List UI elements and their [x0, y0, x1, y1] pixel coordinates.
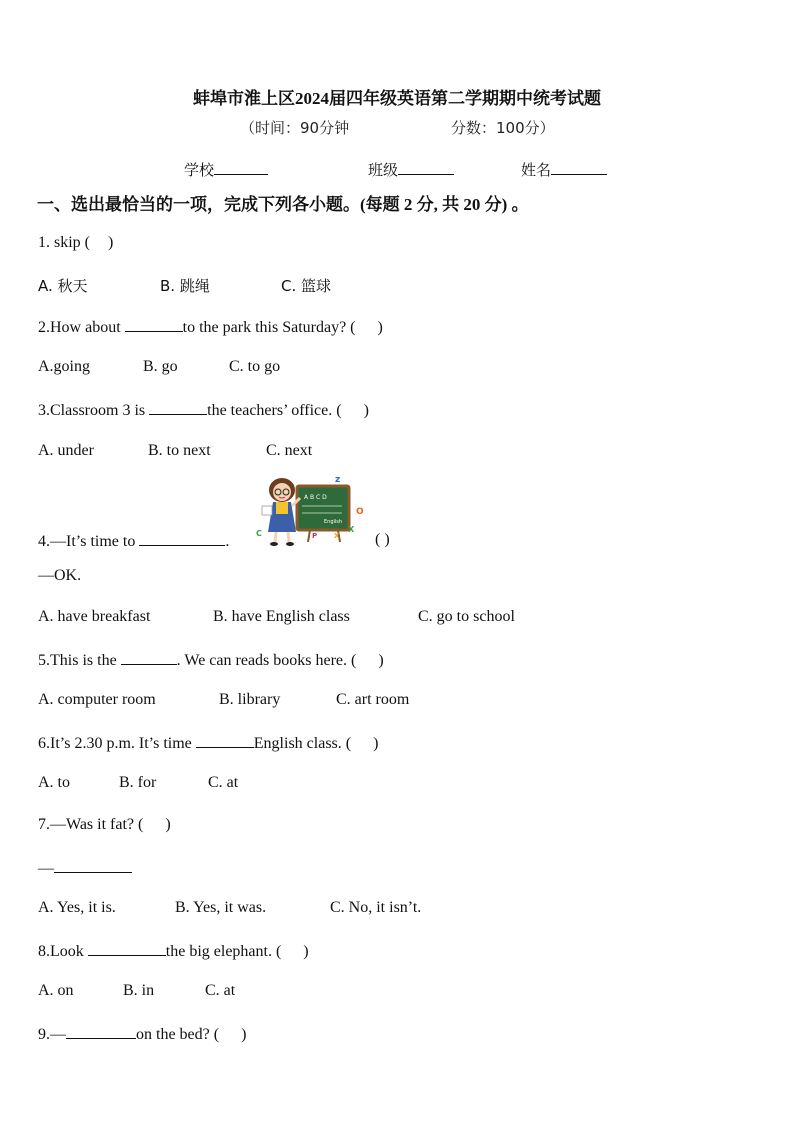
q5-stem: 5.This is the: [38, 652, 117, 669]
question-1: [38, 234, 113, 252]
letter-x-1: X: [348, 525, 355, 534]
question-8: [38, 941, 309, 961]
exam-score: 分数：100分）: [451, 119, 555, 137]
q6-blank[interactable]: [196, 733, 254, 748]
question-3: [38, 400, 369, 420]
q7-dash: —: [38, 860, 54, 877]
q1-option-a[interactable]: A. 秋天: [38, 277, 88, 295]
q8-option-c[interactable]: C. at: [205, 982, 236, 999]
class-field: [368, 159, 454, 180]
q4-paren: ( ): [375, 531, 390, 548]
q6-stem-rest: English class. (: [253, 735, 352, 752]
question-6: [38, 733, 378, 753]
q4-stem: 4.—It’s time to: [38, 533, 136, 550]
question-2: [38, 317, 383, 337]
q4-option-c[interactable]: C. go to school: [418, 608, 515, 625]
q1-option-b[interactable]: B. 跳绳: [160, 277, 210, 295]
q7-option-c[interactable]: C. No, it isn’t.: [330, 899, 422, 916]
q5-paren: ): [378, 652, 384, 669]
q6-option-b[interactable]: B. for: [119, 774, 157, 791]
q8-option-b[interactable]: B. in: [123, 982, 155, 999]
letter-o: O: [356, 507, 364, 517]
letter-z: z: [335, 475, 341, 485]
q8-paren: ): [303, 943, 309, 960]
q2-option-a[interactable]: A.going: [38, 358, 90, 375]
q2-paren: ): [377, 319, 383, 336]
q1-option-c[interactable]: C. 篮球: [281, 277, 332, 295]
q9-stem: 9.—: [38, 1026, 66, 1043]
q4-reply: —OK.: [38, 567, 82, 584]
school-blank[interactable]: [214, 160, 268, 175]
q6-stem: 6.It’s 2.30 p.m. It’s time: [38, 735, 192, 752]
class-label: 班级: [368, 161, 399, 179]
q3-option-b[interactable]: B. to next: [148, 442, 211, 459]
q5-blank[interactable]: [121, 650, 177, 665]
q3-option-a[interactable]: A. under: [38, 442, 94, 459]
q7-option-a[interactable]: A. Yes, it is.: [38, 899, 116, 916]
q2-stem: 2.How about: [38, 319, 121, 336]
letter-x-2: X: [334, 532, 340, 540]
q6-paren: ): [373, 735, 379, 752]
q4-option-b[interactable]: B. have English class: [213, 608, 350, 625]
q6-option-a[interactable]: A. to: [38, 774, 70, 791]
q5-option-b[interactable]: B. library: [219, 691, 281, 708]
q5-option-a[interactable]: A. computer room: [38, 691, 156, 708]
q2-option-b[interactable]: B. go: [143, 358, 178, 375]
q2-stem-rest: to the park this Saturday? (: [182, 319, 356, 336]
question-9: [38, 1024, 246, 1044]
q5-stem-rest: . We can reads books here. (: [176, 652, 357, 669]
school-field: [184, 159, 268, 180]
q3-stem: 3.Classroom 3 is: [38, 402, 146, 419]
q9-paren: ): [241, 1026, 247, 1043]
q7-paren: ): [165, 816, 171, 833]
q3-paren: ): [363, 402, 369, 419]
q4-period: .: [225, 533, 230, 550]
class-blank[interactable]: [398, 160, 454, 175]
name-field: [521, 159, 607, 180]
q4-blank[interactable]: [139, 531, 225, 546]
q8-blank[interactable]: [88, 941, 166, 956]
q6-option-c[interactable]: C. at: [208, 774, 239, 791]
q2-option-c[interactable]: C. to go: [229, 358, 281, 375]
q5-option-c[interactable]: C. art room: [336, 691, 410, 708]
exam-time: （时间：90分钟: [240, 119, 350, 137]
q1-stem: 1. skip (: [38, 234, 90, 251]
q7-option-b[interactable]: B. Yes, it was.: [175, 899, 267, 916]
q8-option-a[interactable]: A. on: [38, 982, 74, 999]
q3-blank[interactable]: [149, 400, 207, 415]
q7-reply: [38, 858, 132, 878]
q3-stem-rest: the teachers’ office. (: [207, 402, 342, 419]
q3-option-c[interactable]: C. next: [266, 442, 313, 459]
question-4: [38, 531, 229, 551]
name-label: 姓名: [521, 161, 552, 179]
q8-stem: 8.Look: [38, 943, 84, 960]
board-word: English: [324, 519, 343, 525]
q9-stem-rest: on the bed? (: [136, 1026, 220, 1043]
q9-blank[interactable]: [66, 1024, 136, 1039]
q7-blank[interactable]: [54, 858, 132, 873]
book-icon: [262, 506, 272, 515]
q7-stem: 7.—Was it fat? (: [38, 816, 144, 833]
board-letters: A B C D: [304, 494, 327, 501]
q8-stem-rest: the big elephant. (: [165, 943, 282, 960]
question-7: [38, 816, 171, 834]
section-heading: 一、选出最恰当的一项，完成下列各小题。(每题 2 分, 共 20 分) 。: [37, 195, 529, 214]
q4-option-a[interactable]: A. have breakfast: [38, 608, 151, 625]
question-5: [38, 650, 384, 670]
teacher-blackboard-illustration: [252, 472, 372, 550]
page-title: 蚌埠市淮上区2024届四年级英语第二学期期中统考试题: [193, 89, 601, 108]
letter-c: C: [256, 529, 262, 538]
name-blank[interactable]: [551, 160, 607, 175]
q2-blank[interactable]: [125, 317, 183, 332]
school-label: 学校: [184, 161, 215, 179]
q1-paren: ): [108, 234, 114, 251]
letter-p: P: [312, 532, 318, 540]
